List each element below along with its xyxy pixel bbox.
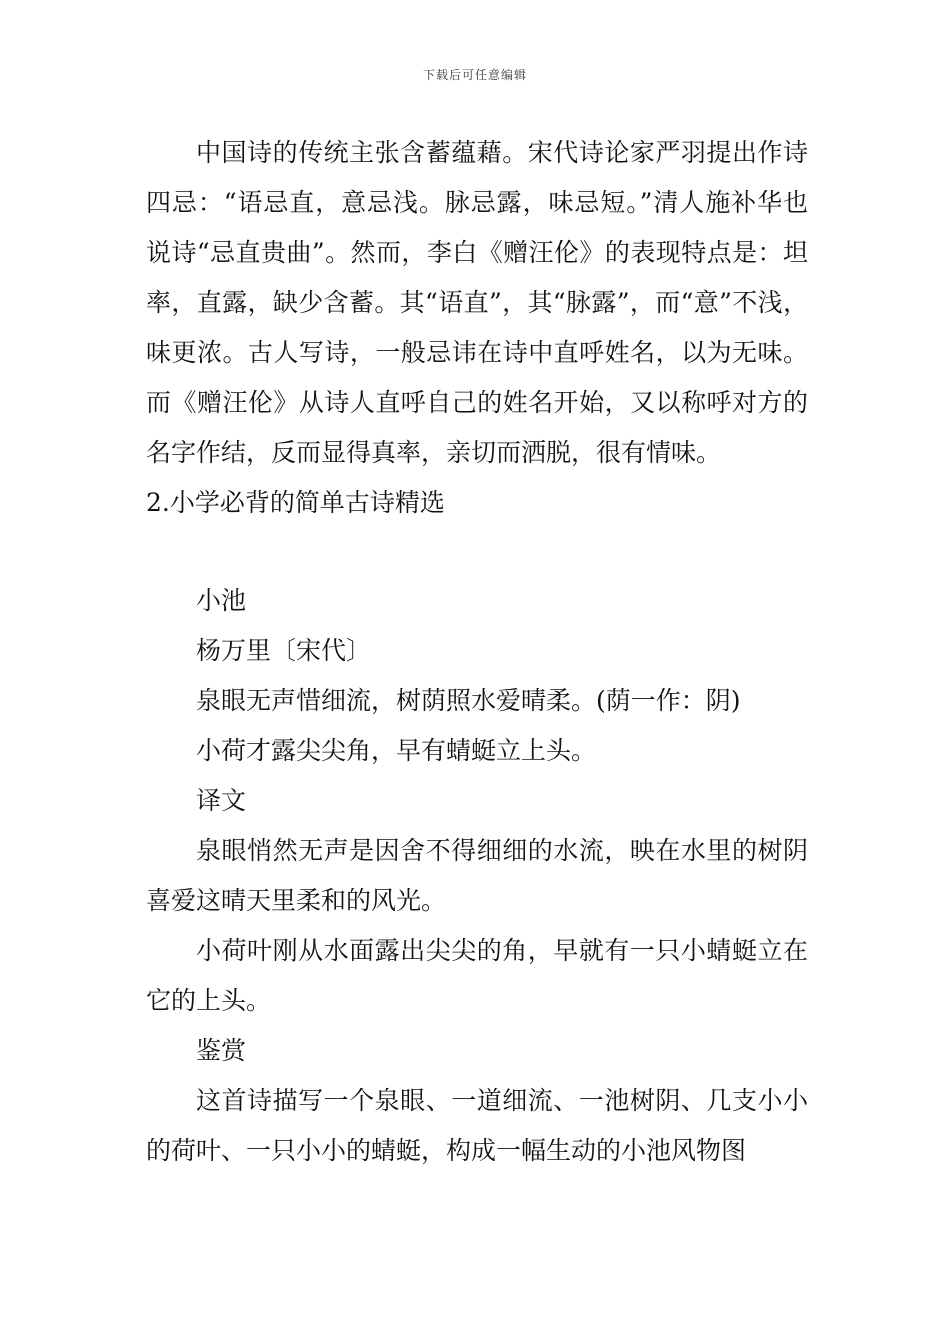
- blank-line: [146, 528, 808, 576]
- poem-line-1: 泉眼无声惜细流，树荫照水爱晴柔。(荫一作：阴): [196, 686, 741, 715]
- appreciation-paragraph-1: 这首诗描写一个泉眼、一道细流、一池树阴、几支小小的荷叶、一只小小的蜻蜓，构成一幅生动的小池风物图: [146, 1086, 808, 1165]
- document-body: [146, 128, 808, 1176]
- intro-paragraph: 中国诗的传统主张含蓄蕴藉。宋代诗论家严羽提出作诗四忌：“语忌直，意忌浅。脉忌露，味忌短。”清人施补华也说诗“忌直贵曲”。然而，李白《赠汪伦》的表现特点是：坦率，直露，缺少含蓄。其“语直”，其“脉露”，而“意”不浅，味更浓。古人写诗，一般忌讳在诗中直呼姓名，以为无味。而《赠汪伦》从诗人直呼自己的姓名开始，又以称呼对方的名字作结，反而显得真率，亲切而洒脱，很有情味。: [146, 138, 808, 467]
- poem-author: 杨万里〔宋代〕: [196, 636, 372, 665]
- translation-paragraph-2: 小荷叶刚从水面露出尖尖的角，早就有一只小蜻蜓立在它的上头。: [146, 936, 808, 1015]
- translation-paragraph-1: 泉眼悄然无声是因舍不得细细的水流，映在水里的树阴喜爱这晴天里柔和的风光。: [146, 836, 808, 915]
- section-heading: 2.小学必背的简单古诗精选: [146, 488, 445, 517]
- translation-heading: 译文: [196, 786, 247, 815]
- poem-title: 小池: [196, 586, 247, 615]
- page-header: 下载后可任意编辑: [422, 68, 527, 82]
- poem-line-2: 小荷才露尖尖角，早有蜻蜓立上头。: [196, 736, 597, 765]
- appreciation-heading: 鉴赏: [196, 1036, 247, 1065]
